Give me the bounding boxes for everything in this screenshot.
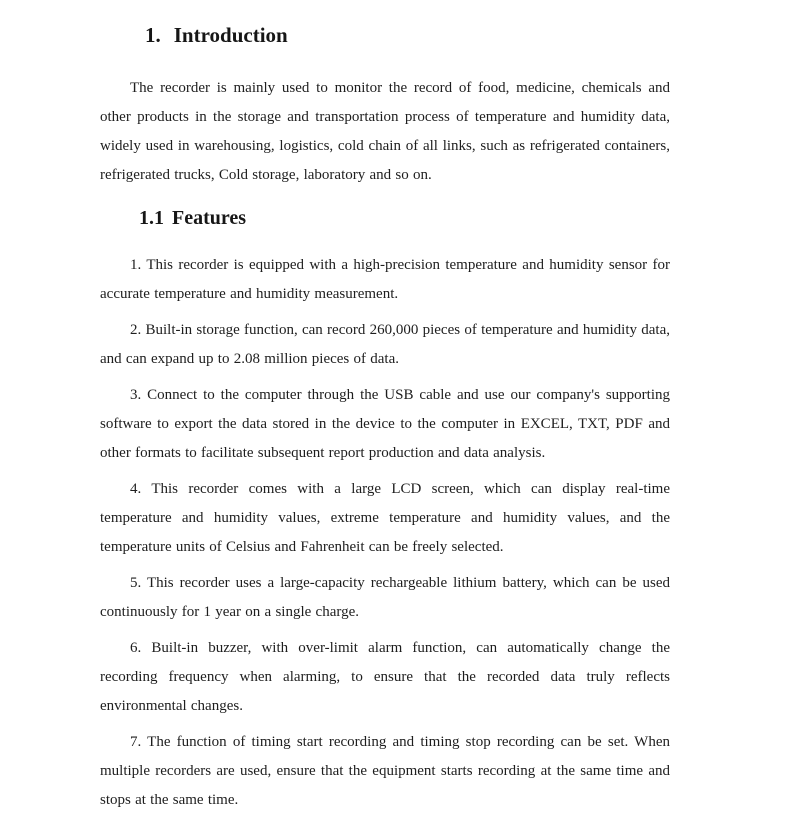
section-number: 1.: [145, 23, 161, 47]
feature-item-7: 7. The function of timing start recording and timing stop recording can be set. When multiple recorders are used, ensure that the equipment starts recording at the same time and stops at the same time.: [100, 734, 670, 808]
feature-item-6: 6. Built-in buzzer, with over-limit alarm function, can automatically change the recording frequency when alarming, to ensure that the recorded data truly reflects environmental changes.: [100, 640, 670, 714]
section-heading-introduction: [145, 22, 670, 49]
feature-item-3: 3. Connect to the computer through the USB cable and use our company's supporting software to export the data stored in the device to the computer in EXCEL, TXT, PDF and other formats to facilitate subsequent report production and data analysis.: [100, 387, 670, 461]
section-title: Introduction: [173, 23, 288, 47]
feature-item-4: 4. This recorder comes with a large LCD screen, which can display real-time temperature and humidity values, extreme temperature and humidity values, and the temperature units of Celsius and Fahrenheit can be freely selected.: [100, 481, 670, 555]
feature-item-1: 1. This recorder is equipped with a high-precision temperature and humidity sensor for accurate temperature and humidity measurement.: [100, 257, 670, 302]
subsection-title: Features: [172, 207, 247, 229]
intro-paragraph: The recorder is mainly used to monitor the record of food, medicine, chemicals and other products in the storage and transportation process of temperature and humidity data, widely used in warehousing, logistics, cold chain of all links, such as refrigerated containers, refrigerated trucks, Cold storage, laboratory and so on.: [100, 80, 670, 183]
subsection-number: 1.1: [139, 207, 164, 229]
feature-item-2: 2. Built-in storage function, can record 260,000 pieces of temperature and humidity data, and can expand up to 2.08 million pieces of data.: [100, 322, 671, 367]
section-heading-features: [139, 205, 670, 231]
feature-item-5: 5. This recorder uses a large-capacity rechargeable lithium battery, which can be used continuously for 1 year on a single charge.: [100, 575, 670, 620]
